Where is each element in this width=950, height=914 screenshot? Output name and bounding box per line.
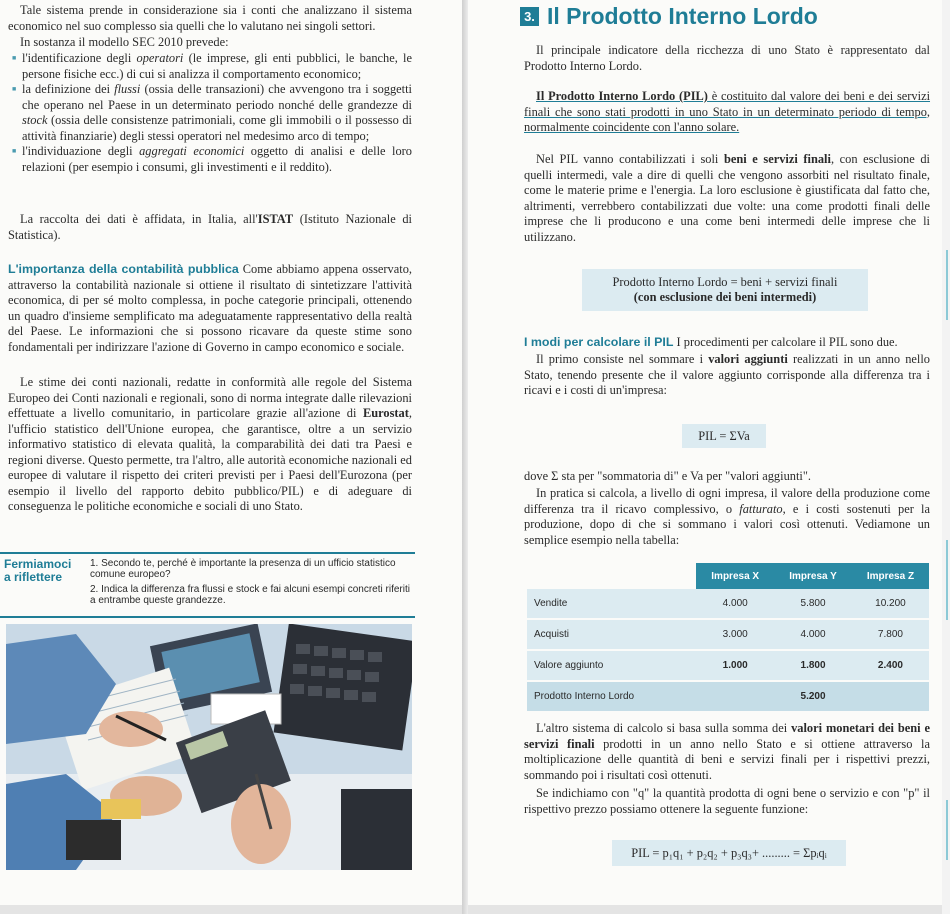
fermiamoci-label: Fermiamoci a riflettere	[4, 557, 72, 584]
total-value: 5.200	[774, 681, 852, 712]
formula-pq-box: PIL = p₁q₁ + p₂q₂ + p₃q₃+ ......... = Σpᵢqᵢ	[612, 840, 846, 866]
accounting-photo	[6, 624, 412, 870]
row-label: Valore aggiunto	[527, 650, 696, 681]
primo-paragraph: Il primo consiste nel sommare i valori aggiunti realizzati in un anno nello Stato, tenendo presente che il valore aggiunto corrisponde alla differenza tra i ricavi e i costi di un'impresa:	[524, 352, 930, 397]
table-cell: 4.000	[774, 619, 852, 650]
table-header-empty	[527, 563, 696, 589]
edge-tab-mark	[946, 800, 948, 860]
pil-definition: Il Prodotto Interno Lordo (PIL) è costituito dal valore dei beni e dei servizi finali che sono stati prodotti in uno Stato in un determinato periodo di tempo, normalmente coincidente con l'anno solare.	[524, 89, 931, 134]
list-item: ■ la definizione dei flussi (ossia delle transazioni) che avvengono tra i soggetti che operano nel Paese in un determinato periodo nonché delle grandezze di stock (ossia delle consistenze patrimoniali, come gli immobili o il possesso di attività finanziarie) degli stessi operatori nel medesimo arco di tempo;	[12, 82, 412, 144]
intro-indicator: Il principale indicatore della ricchezza di uno Stato è rappresentato dal Prodotto Interno Lordo.	[524, 43, 930, 73]
edge-tab-mark	[946, 250, 948, 320]
table-header: Impresa X	[696, 563, 774, 589]
istat-paragraph: La raccolta dei dati è affidata, in Italia, all'ISTAT (Istituto Nazionale di Statistica).	[8, 212, 412, 242]
left-page	[0, 0, 462, 905]
modi-heading: I modi per calcolare il PIL	[524, 335, 674, 349]
table-cell: 3.000	[696, 619, 774, 650]
question-2: 2. Indica la differenza fra flussi e stock e fai alcuni esempi concreti riferiti a entrambe queste grandezze.	[90, 584, 410, 606]
table-cell: 7.800	[852, 619, 929, 650]
table-row	[527, 619, 929, 650]
formula-va-box: PIL = ΣVa	[682, 424, 766, 448]
question-1: 1. Secondo te, perché è importante la presenza di un ufficio statistico comune europeo?	[90, 558, 396, 580]
table-header-row	[527, 563, 929, 589]
table-cell	[696, 681, 774, 712]
edge-tab-mark	[946, 540, 948, 620]
table-header: Impresa Y	[774, 563, 852, 589]
table-total-row	[527, 681, 929, 712]
modi-paragraph: I modi per calcolare il PIL I procedimenti per calcolare il PIL sono due.	[524, 335, 898, 349]
table-cell: 1.800	[774, 650, 852, 681]
table-cell: 10.200	[852, 589, 929, 619]
total-label: Prodotto Interno Lordo	[527, 681, 696, 712]
sec-bullet-list	[12, 51, 412, 175]
fermiamoci-box	[0, 552, 415, 618]
indichiamo-paragraph: Se indichiamo con "q" la quantità prodotta di ogni bene o servizio e con "p" il rispettivo prezzo possiamo ottenere la seguente funzione:	[524, 786, 930, 816]
section-number: 3.	[520, 7, 539, 26]
section-title	[520, 2, 818, 30]
valore-aggiunto-table	[527, 563, 929, 713]
importanza-paragraph: L'importanza della contabilità pubblica Come abbiamo appena osservato, attraverso la contabilità nazionale si ottiene il risultato di sintetizzare l'attività economica, di per sé molto complessa, in poche categorie principali, ottenendo un quadro d'insieme semplificato ma adeguatamente rappresentativo della realtà del Paese. Le informazioni che si possono ricavare da queste stime sono fondamentali per indirizzare l'azione di Governo in campo economico e sociale.	[8, 262, 412, 354]
importanza-heading: L'importanza della contabilità pubblica	[8, 262, 239, 276]
page-title: Il Prodotto Interno Lordo	[547, 2, 818, 29]
table-cell	[852, 681, 929, 712]
page-edge	[942, 0, 950, 914]
altro-paragraph: L'altro sistema di calcolo si basa sulla somma dei valori monetari dei beni e servizi finali prodotti in un anno nello Stato e si ottiene attraverso la moltiplicazione delle quantità di beni e servizi finali per i rispettivi prezzi, sommando poi i risultati così ottenuti.	[524, 721, 930, 782]
box-line-2: (con esclusione dei beni intermedi)	[633, 290, 817, 304]
intro-paragraph: Tale sistema prende in considerazione sia i conti che analizzano il sistema economico nel suo complesso sia quelli che lo valutano nei singoli settori.	[8, 3, 412, 33]
list-item: ■ l'individuazione degli aggregati economici oggetto di analisi e delle loro relazioni (per esempio i consumi, gli investimenti e il reddito).	[12, 144, 412, 175]
table-row	[527, 589, 929, 619]
table-header: Impresa Z	[852, 563, 929, 589]
list-item: ■ l'identificazione degli operatori (le imprese, gli enti pubblici, le banche, le persone fisiche ecc.) di cui si analizza il comportamento economico;	[12, 51, 412, 82]
row-label: Acquisti	[527, 619, 696, 650]
table-row	[527, 650, 929, 681]
intermedi-paragraph: Nel PIL vanno contabilizzati i soli beni e servizi finali, con esclusione di quelli intermedi, vale a dire di quelli che vengono assorbiti nel risultato finale, come le materie prime e l'energia. La loro esclusione è giustificata dal fatto che, altrimenti, verrebbero contabilizzati due volte: una come prodotti finali delle imprese che li producono e una come beni intermedi delle imprese che li utilizzano.	[524, 152, 930, 244]
pratica-paragraph: In pratica si calcola, a livello di ogni impresa, il valore della produzione come differenza tra il ricavo complessivo, o fatturato, e i costi sostenuti per la produzione, dopo di che si sommano i valori così ottenuti. Vediamone un semplice esempio nella tabella:	[524, 486, 930, 547]
table-cell: 2.400	[852, 650, 929, 681]
table-cell: 4.000	[696, 589, 774, 619]
table-cell: 1.000	[696, 650, 774, 681]
dove-line: dove Σ sta per "sommatoria di" e Va per "valori aggiunti".	[524, 469, 812, 483]
table-cell: 5.800	[774, 589, 852, 619]
box-line-1: Prodotto Interno Lordo = beni + servizi finali	[612, 275, 838, 289]
stime-paragraph: Le stime dei conti nazionali, redatte in conformità alle regole del Sistema Europeo dei Conti nazionali e regionali, sono di norma integrate dalle rilevazioni effettuate a livello comunitario, in particolare grazie all'azione di Eurostat, l'ufficio statistico dell'Unione europea, che garantisce, oltre a un servizio informativo statistico di elevata qualità, la comparabilità dei dati tra Paesi e regioni diverse. Questo permette, tra l'altro, alle autorità economiche nazionali ed europee di valutare il rispetto dei criteri previsti per i Paesi dell'Eurozona (per esempio il livello del rapporto debito pubblico/PIL) e di adeguare di conseguenza le politiche economiche e sociali di uno Stato.	[8, 375, 412, 513]
row-label: Vendite	[527, 589, 696, 619]
pil-definition-box	[582, 269, 868, 311]
sec-lead: In sostanza il modello SEC 2010 prevede:	[20, 35, 229, 49]
